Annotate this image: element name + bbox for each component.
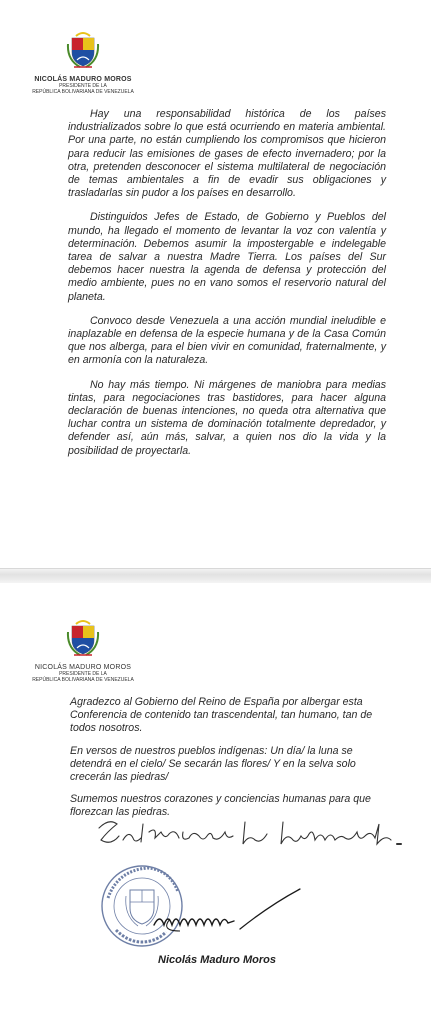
paragraph: Agradezco al Gobierno del Reino de España por albergar esta Conferencia de contenido tan trascendental, tan humano, tan de todos nosotros. (70, 696, 373, 735)
letterhead-role-line2: REPÚBLICA BOLIVARIANA DE VENEZUELA (32, 89, 134, 95)
page1-body (68, 108, 386, 469)
paragraph: Hay una responsabilidad histórica de los países industrializados sobre lo que está ocurriendo en materia ambiental. Por una parte, no están cumpliendo los compromisos que hicieron para reducir las emisiones de gases de efecto invernadero; por la otra, pretenden desconocer el sistema multilateral de negociación de temas ambientales a fin de evadir sus obligaciones y trasladarlas sin pudor a los países en desarrollo. (68, 108, 386, 200)
letterhead-role-line2: REPÚBLICA BOLIVARIANA DE VENEZUELA (32, 677, 134, 683)
signer-name: Nicolás Maduro Moros (158, 954, 276, 966)
paragraph: Sumemos nuestros corazones y conciencias humanas para que florezcan las piedras. (70, 793, 371, 819)
letterhead (18, 30, 148, 95)
paragraph: Convoco desde Venezuela a una acción mundial ineludible e inaplazable en defensa de la especie humana y de la Casa Común que nos alberga, para el bien vivir en comunidad, fraternalmente, y en armonía con la naturaleza. (68, 314, 386, 367)
page2-body (70, 696, 382, 829)
letterhead (18, 618, 148, 683)
page-separator (0, 568, 431, 584)
coat-of-arms-icon (66, 30, 100, 68)
paragraph: No hay más tiempo. Ni márgenes de maniobra para medias tintas, para negociaciones tras bastidores, para hacer alguna declaración de buenas intenciones, no queda otra alternativa que luchar contra un sistema de dominación totalmente depredador, y defender así, aún más, salvar, a quien nos dio la vida y la posibilidad de proyectarla. (68, 378, 386, 457)
signature (150, 885, 320, 945)
paragraph: En versos de nuestros pueblos indígenas: Un día/ la luna se detendrá en el cielo/ Se secarán las flores/ Y en la selva solo crecerán las piedras/ (70, 744, 356, 784)
handwritten-note (95, 816, 415, 856)
paragraph: Distinguidos Jefes de Estado, de Gobierno y Pueblos del mundo, ha llegado el momento de levantar la voz con valentía y determinación. Debemos asumir la impostergable e indelegable tarea de salvar a nuestra Madre Tierra. Los países del Sur debemos hacer nuestra la agenda de defensa y protección del medio ambiente, pues no en vano somos el reservorio natural del planeta. (68, 211, 386, 303)
letterhead-name: NICOLÁS MADURO MOROS (34, 664, 132, 671)
letterhead-role-line1: PRESIDENTE DE LA (59, 671, 107, 677)
letterhead-role-line1: PRESIDENTE DE LA (59, 83, 107, 89)
coat-of-arms-icon (66, 618, 100, 656)
letterhead-name: NICOLÁS MADURO MOROS (34, 76, 132, 83)
